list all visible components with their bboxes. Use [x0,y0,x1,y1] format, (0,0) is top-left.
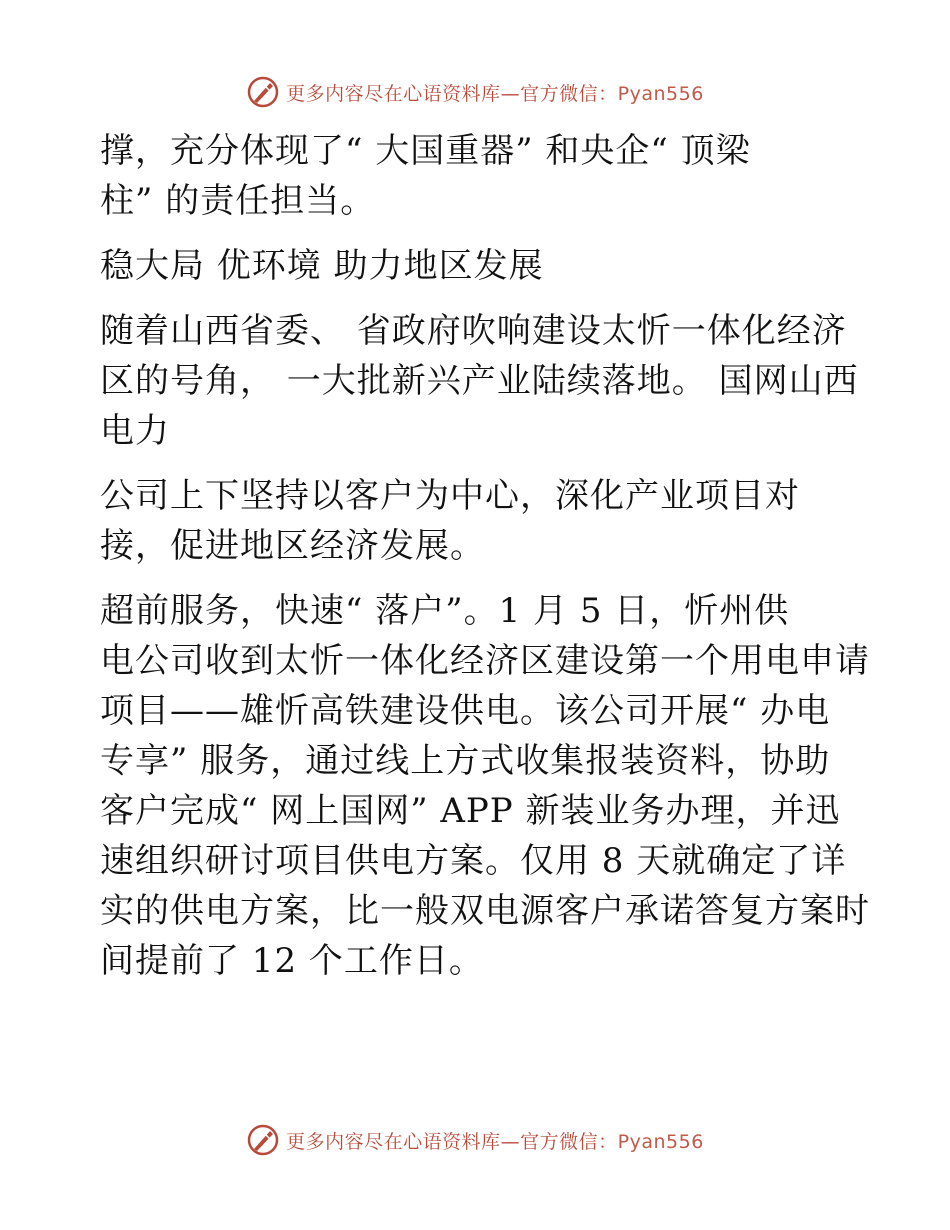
watermark-text: 更多内容尽在心语资料库—官方微信：Pyan556 [286,1130,704,1153]
header-watermark [0,72,950,112]
quill-logo-icon [246,75,280,109]
section-heading [100,241,860,291]
text-line: 客户完成“ 网上国网” APP 新装业务办理，并迅 [100,791,841,831]
paragraph-1 [100,126,860,226]
text-line: 间提前了 12 个工作日。 [100,941,484,981]
watermark-text: 更多内容尽在心语资料库—官方微信：Pyan556 [286,82,704,105]
text-line: 项目——雄忻高铁建设供电。该公司开展“ 办电 [100,691,831,731]
text-line: 电力 [100,411,170,451]
text-line: 区的号角， 一大批新兴产业陆续落地。 国网山西 [100,361,859,401]
paragraph-2 [100,306,860,456]
text-line: 柱” 的责任担当。 [100,181,376,221]
quill-logo-icon [246,1123,280,1157]
text-line: 超前服务，快速“ 落户”。1 月 5 日，忻州供 [100,591,790,631]
text-line: 稳大局 优环境 助力地区发展 [100,246,544,286]
text-line: 公司上下坚持以客户为中心，深化产业项目对 [100,476,800,516]
footer-watermark [0,1120,950,1160]
document-body [100,126,870,1001]
text-line: 专享” 服务，通过线上方式收集报装资料，协助 [100,741,831,781]
text-line: 电公司收到太忻一体化经济区建设第一个用电申请 [100,641,870,681]
text-line: 接，促进地区经济发展。 [100,526,485,566]
text-line: 撑，充分体现了“ 大国重器” 和央企“ 顶梁 [100,131,751,171]
paragraph-4 [100,586,870,986]
text-line: 速组织研讨项目供电方案。仅用 8 天就确定了详 [100,841,847,881]
text-line: 随着山西省委、 省政府吹响建设太忻一体化经济 [100,311,847,351]
text-line: 实的供电方案，比一般双电源客户承诺答复方案时 [100,891,870,931]
paragraph-3 [100,471,860,571]
